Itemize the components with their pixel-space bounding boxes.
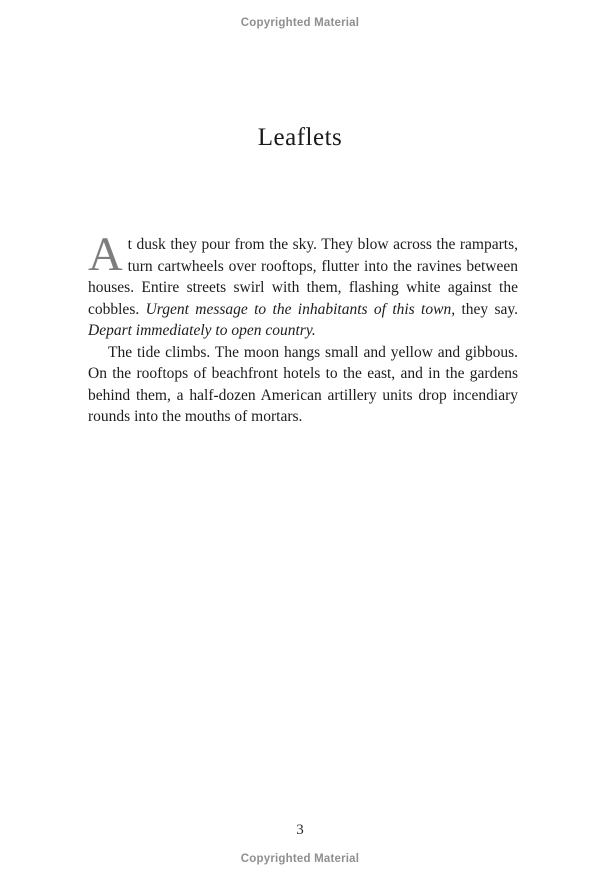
copyright-notice-bottom: Copyrighted Material xyxy=(240,853,360,865)
body-text-segment: they say. xyxy=(455,300,519,318)
chapter-title: Leaflets xyxy=(257,124,343,151)
paragraph xyxy=(88,228,519,342)
body-text-segment: Depart immediately to open country. xyxy=(88,322,316,339)
body-text-segment: Urgent message to the inhabitants of this town, xyxy=(145,300,456,318)
drop-cap: A xyxy=(88,228,123,281)
page-number: 3 xyxy=(296,822,304,838)
copyright-notice-top: Copyrighted Material xyxy=(240,17,360,29)
body-text xyxy=(88,228,519,428)
body-text-segment: t dusk they pour from the sky. They blow across the ramparts, turn cartwheels over rooftops, flutter into the ravines between houses. Entire streets swirl with them, flashing white against the cobbles. xyxy=(88,236,518,318)
paragraph xyxy=(88,342,518,428)
body-text-segment: The tide climbs. The moon hangs small and yellow and gibbous. On the rooftops of beachfront hotels to the east, and in the gardens behind them, a half-dozen American artillery units drop incendiary rounds into the mouths of mortars. xyxy=(88,343,518,425)
